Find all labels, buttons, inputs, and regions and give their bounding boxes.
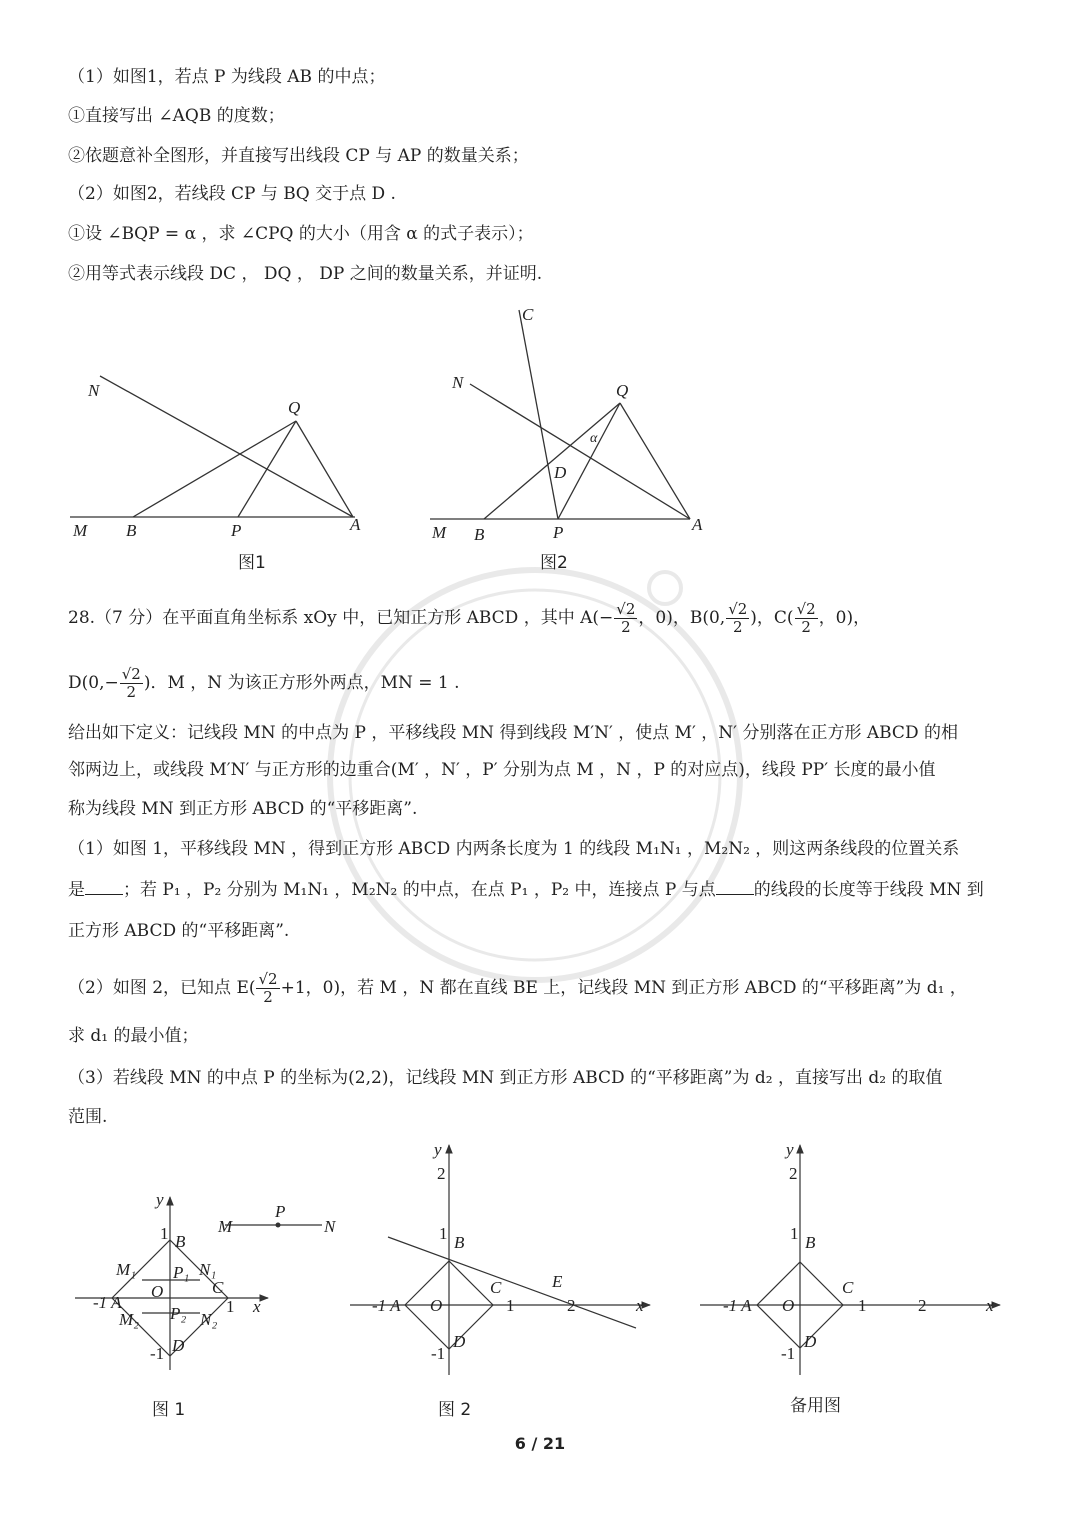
frac-num: √2	[121, 665, 141, 683]
q27-part1-item1: ①直接写出 ∠AQB 的度数；	[68, 106, 285, 126]
q28-l1c: )，C(	[750, 608, 794, 628]
bfig3-one: 1	[790, 1224, 799, 1243]
q28-line6: （1）如图 1，平移线段 MN ，得到正方形 ABCD 内两条长度为 1 的线段 M₁N₁ ，M₂N₂ ，则这两条线段的位置关系	[68, 839, 960, 859]
bfig2-B: B	[454, 1233, 465, 1252]
bfig1-P1: P₁	[173, 1263, 190, 1282]
fig2-label-M: M	[432, 523, 447, 542]
bfig1-M: M	[218, 1217, 233, 1236]
bfig2-caption: 图 2	[438, 1400, 472, 1420]
q28-line8: 正方形 ABCD 的“平移距离”.	[68, 921, 290, 941]
q28-l2b: )．M ，N 为该正方形外两点，MN = 1 .	[143, 673, 460, 693]
bfig1-x: x	[253, 1297, 261, 1316]
frac-c	[795, 601, 818, 636]
bfig1-P2: P₂	[170, 1304, 187, 1323]
bfig1-D: D	[172, 1336, 185, 1355]
q28-line2	[68, 666, 460, 701]
q28-line1	[68, 601, 870, 636]
q27-part2-item1: ①设 ∠BQP = α ，求 ∠CPQ 的大小（用含 α 的式子表示）；	[68, 224, 534, 244]
frac-a	[614, 601, 637, 636]
fig1-caption: 图1	[238, 553, 266, 573]
bfig1-y: y	[156, 1190, 164, 1209]
bfig3-C: C	[842, 1278, 854, 1297]
bfig1-B: B	[175, 1232, 186, 1251]
frac-den: 2	[801, 618, 811, 636]
page-number: 6 / 21	[514, 1434, 566, 1453]
bfig2-E: E	[552, 1272, 563, 1291]
bfig2-x: x	[636, 1296, 644, 1315]
bfig3-x1: 1	[858, 1296, 867, 1315]
frac-den: 2	[621, 618, 631, 636]
fig2-label-Q: Q	[616, 381, 629, 400]
frac-num: √2	[616, 600, 636, 618]
bfig1-M1: M₁	[116, 1260, 137, 1279]
bfig2-x1: 1	[506, 1296, 515, 1315]
bfig3-negA: -1 A	[723, 1296, 752, 1315]
figure-2-geometry	[430, 310, 690, 519]
answer-blank-1[interactable]	[85, 880, 123, 895]
q27-part2-line: （2）如图2，若线段 CP 与 BQ 交于点 D .	[68, 184, 396, 204]
q28-l7b: ；若 P₁ ，P₂ 分别为 M₁N₁ ，M₂N₂ 的中点，在点 P₁ ，P₂ 中，连接点 P 与点	[123, 880, 716, 900]
bfig1-x1: 1	[226, 1297, 235, 1316]
frac-den: 2	[732, 618, 743, 636]
bfig2-neg1: -1	[431, 1344, 446, 1363]
bfig1-N2: N₂	[200, 1310, 218, 1329]
bfig1-geometry	[75, 1197, 322, 1370]
q27-part1-line: （1）如图1，若点 P 为线段 AB 的中点；	[68, 67, 386, 87]
fig2-label-A: A	[692, 515, 703, 534]
bfig1-negA: -1 A	[93, 1293, 122, 1312]
fig1-label-N: N	[88, 381, 100, 400]
frac-num: √2	[258, 970, 278, 988]
bfig3-caption: 备用图	[790, 1396, 841, 1416]
fig1-label-P: P	[231, 521, 242, 540]
bfig3-O: O	[782, 1296, 795, 1315]
bfig1-neg1: -1	[150, 1344, 165, 1363]
q28-line4: 邻两边上，或线段 M′N′ 与正方形的边重合(M′ ，N′ ，P′ 分别为点 M ，N ，P 的对应点)，线段 PP′ 长度的最小值	[68, 760, 936, 780]
q28-line5: 称为线段 MN 到正方形 ABCD 的“平移距离”.	[68, 799, 418, 819]
frac-e	[256, 971, 279, 1006]
bfig3-geometry	[700, 1145, 1000, 1375]
fig2-caption: 图2	[540, 553, 568, 573]
bfig1-point-P	[276, 1223, 281, 1228]
frac-den: 2	[126, 683, 137, 701]
bfig3-neg1: -1	[781, 1344, 796, 1363]
bfig2-y: y	[434, 1140, 442, 1159]
bfig2-D: D	[453, 1332, 466, 1351]
top-figures	[0, 300, 1080, 585]
bfig3-x: x	[986, 1296, 994, 1315]
q28-l2a: D(0,−	[68, 673, 119, 693]
bfig2-negA: -1 A	[372, 1296, 401, 1315]
bfig3-y: y	[786, 1140, 794, 1159]
q28-l9a: （2）如图 2，已知点 E(	[68, 978, 256, 998]
q28-line9	[68, 971, 967, 1006]
bfig1-N: N	[324, 1217, 336, 1236]
bfig1-caption: 图 1	[152, 1400, 186, 1420]
q28-l7a: 是	[68, 880, 85, 900]
bfig3-D: D	[804, 1332, 817, 1351]
fig2-label-alpha: α	[590, 431, 598, 446]
bfig1-N1: N₁	[199, 1260, 217, 1279]
q28-line11: （3）若线段 MN 的中点 P 的坐标为(2,2)，记线段 MN 到正方形 ABCD 的“平移距离”为 d₂ ，直接写出 d₂ 的取值	[68, 1068, 943, 1088]
q28-l1d: ，0)，	[818, 608, 871, 628]
frac-num: √2	[728, 600, 748, 618]
frac-den: 2	[263, 988, 273, 1006]
bfig1-C: C	[212, 1278, 224, 1297]
fig1-label-B: B	[126, 521, 137, 540]
frac-d	[120, 666, 143, 701]
bfig1-O: O	[151, 1282, 164, 1301]
bfig2-one: 1	[439, 1224, 448, 1243]
fig1-label-Q: Q	[288, 398, 301, 417]
fig2-label-B: B	[474, 525, 485, 544]
bfig2-two: 2	[437, 1164, 446, 1183]
bfig3-B: B	[805, 1233, 816, 1252]
q28-line3: 给出如下定义：记线段 MN 的中点为 P ，平移线段 MN 得到线段 M′N′ ，使点 M′ ，N′ 分别落在正方形 ABCD 的相	[68, 723, 958, 743]
bfig1-one: 1	[160, 1224, 169, 1243]
bfig1-M2: M₂	[119, 1310, 140, 1329]
bfig3-x2: 2	[918, 1296, 927, 1315]
q28-line10: 求 d₁ 的最小值；	[68, 1026, 199, 1046]
bfig2-C: C	[490, 1278, 502, 1297]
q28-line7	[68, 879, 984, 901]
q27-part2-item2: ②用等式表示线段 DC ， DQ ， DP 之间的数量关系，并证明.	[68, 264, 543, 284]
frac-b	[726, 601, 749, 636]
fig2-label-D: D	[554, 463, 567, 482]
answer-blank-2[interactable]	[716, 880, 754, 895]
bfig2-O: O	[430, 1296, 443, 1315]
q27-part1-item2: ②依题意补全图形，并直接写出线段 CP 与 AP 的数量关系；	[68, 146, 529, 166]
fig2-label-P: P	[553, 523, 564, 542]
q28-line12: 范围.	[68, 1107, 108, 1127]
bfig3-two: 2	[789, 1164, 798, 1183]
q28-l1b: ，0)，B(0,	[638, 608, 726, 628]
bfig1-P: P	[275, 1202, 286, 1221]
bottom-figures	[0, 1135, 1080, 1425]
figure-1-geometry	[70, 376, 355, 517]
fig2-label-N: N	[452, 373, 464, 392]
fig1-label-A: A	[350, 515, 361, 534]
q28-l1a: 28.（7 分）在平面直角坐标系 xOy 中，已知正方形 ABCD ，其中 A(−	[68, 608, 614, 628]
q28-l7c: 的线段的长度等于线段 MN 到	[753, 880, 984, 900]
frac-num: √2	[796, 600, 816, 618]
bfig2-geometry	[350, 1145, 650, 1375]
fig2-label-C: C	[522, 305, 534, 324]
q28-l9b: +1，0)，若 M ，N 都在直线 BE 上，记线段 MN 到正方形 ABCD 的“平移距离”为 d₁ ，	[280, 978, 967, 998]
fig1-label-M: M	[73, 521, 88, 540]
bfig2-x2: 2	[567, 1296, 576, 1315]
